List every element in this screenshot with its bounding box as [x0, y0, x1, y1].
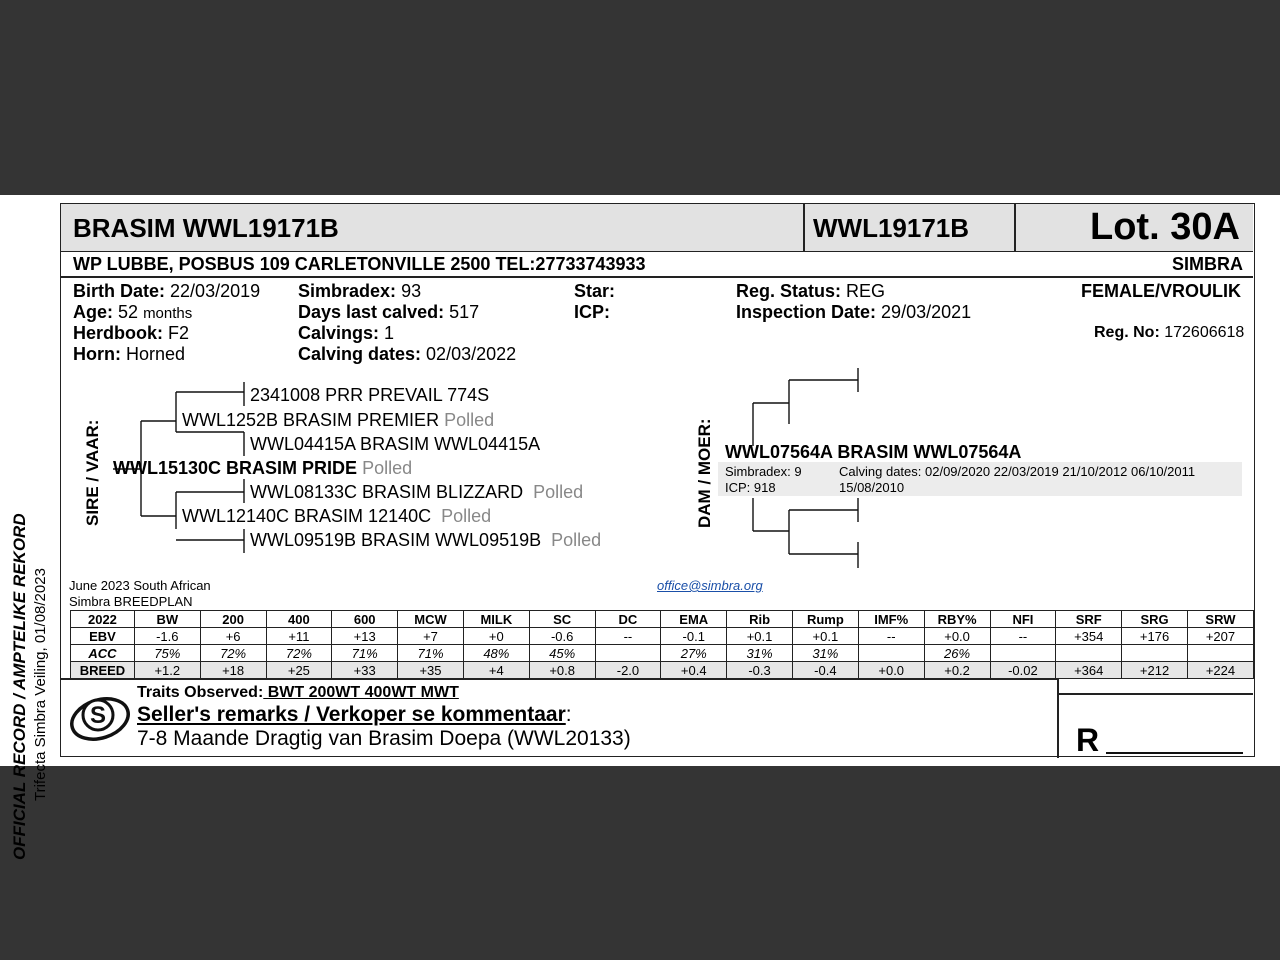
- ebv-header-cell: NFI: [990, 611, 1056, 628]
- sire-dam-dam: WWL09519B BRASIM WWL09519B Polled: [250, 530, 602, 550]
- ebv-breed-cell: +224: [1187, 662, 1253, 679]
- ebv-acc-cell: 48%: [463, 645, 529, 662]
- ebv-ebv-cell: --: [595, 628, 661, 645]
- ebv-breed-cell: +364: [1056, 662, 1122, 679]
- breedplan-title: June 2023 South African: [69, 578, 211, 593]
- ebv-breed-cell: +33: [332, 662, 398, 679]
- ebv-acc-cell: 75%: [134, 645, 200, 662]
- ebv-acc-cell: 31%: [792, 645, 858, 662]
- dam-icp: ICP: 918: [725, 480, 776, 495]
- sire-sire: WWL1252B BRASIM PREMIER Polled: [182, 410, 495, 430]
- ebv-ebv-cell: -0.1: [661, 628, 727, 645]
- ebv-breed-cell: +0.8: [529, 662, 595, 679]
- ebv-breed-cell: +4: [463, 662, 529, 679]
- dam-calving-dates: Calving dates: 02/09/2020 22/03/2019 21/10/2012 06/10/2011: [839, 464, 1196, 479]
- ebv-acc-cell: 71%: [398, 645, 464, 662]
- ebv-ebv-cell: EBV: [71, 628, 135, 645]
- reg-no-row: Reg. No: 172606618: [1094, 324, 1245, 341]
- ebv-acc-cell: 31%: [727, 645, 793, 662]
- ebv-header-cell: SRG: [1122, 611, 1188, 628]
- ebv-header-cell: BW: [134, 611, 200, 628]
- inspection-date-row: Inspection Date: 29/03/2021: [736, 302, 972, 322]
- ebv-ebv-cell: -1.6: [134, 628, 200, 645]
- ebv-header-cell: 600: [332, 611, 398, 628]
- ebv-acc-cell: ACC: [71, 645, 135, 662]
- ebv-acc-cell: 26%: [924, 645, 990, 662]
- ebv-breed-cell: -0.02: [990, 662, 1056, 679]
- icp-label: ICP:: [574, 302, 610, 322]
- ebv-breed-cell: +18: [200, 662, 266, 679]
- ebv-accuracy-row: [71, 645, 1254, 662]
- email-link[interactable]: office@simbra.org: [657, 578, 763, 593]
- simbra-logo: [69, 692, 131, 744]
- ebv-acc-cell: 72%: [200, 645, 266, 662]
- sire-label: SIRE / VAAR:: [83, 419, 102, 526]
- sire-dam: WWL12140C BRASIM 12140C Polled: [182, 506, 492, 526]
- sale-name-date: Trifecta Simbra Veiling, 01/08/2023: [32, 568, 49, 801]
- ebv-breed-cell: +1.2: [134, 662, 200, 679]
- ebv-acc-cell: [858, 645, 924, 662]
- ebv-header-cell: SRW: [1187, 611, 1253, 628]
- animal-name: BRASIM WWL19171B: [73, 213, 339, 243]
- sire-sire-sire: 2341008 PRR PREVAIL 774S: [250, 385, 490, 405]
- ebv-ebv-cell: +0.1: [727, 628, 793, 645]
- dam-name: WWL07564A BRASIM WWL07564A: [725, 442, 1022, 462]
- sire: WWL15130C BRASIM PRIDE Polled: [113, 458, 413, 478]
- ebv-acc-cell: [1122, 645, 1188, 662]
- ebv-header-cell: SC: [529, 611, 595, 628]
- ebv-breed-cell: +212: [1122, 662, 1188, 679]
- ebv-ebv-cell: +7: [398, 628, 464, 645]
- dam-label: DAM / MOER:: [695, 418, 714, 528]
- ebv-breed-cell: +0.4: [661, 662, 727, 679]
- lot-card: [60, 203, 1255, 757]
- ebv-ebv-cell: -0.6: [529, 628, 595, 645]
- ebv-breed-cell: +25: [266, 662, 332, 679]
- ebv-breed-average-row: [71, 662, 1254, 679]
- ebv-ebv-cell: +11: [266, 628, 332, 645]
- ebv-ebv-cell: --: [858, 628, 924, 645]
- ebv-acc-cell: 27%: [661, 645, 727, 662]
- ebv-header-cell: Rump: [792, 611, 858, 628]
- simbradex-row: Simbradex: 93: [298, 281, 422, 301]
- ebv-header-cell: MCW: [398, 611, 464, 628]
- herdbook-row: Herdbook: F2: [73, 323, 190, 343]
- calvings-row: Calvings: 1: [298, 323, 395, 343]
- owner-address: WP LUBBE, POSBUS 109 CARLETONVILLE 2500 TEL:27733743933: [73, 254, 646, 274]
- ebv-acc-cell: [1187, 645, 1253, 662]
- dam-simbradex: Simbradex: 9: [725, 464, 802, 479]
- ebv-header-cell: SRF: [1056, 611, 1122, 628]
- ebv-acc-cell: 72%: [266, 645, 332, 662]
- ebv-header-cell: EMA: [661, 611, 727, 628]
- breed-name: SIMBRA: [1172, 254, 1243, 274]
- seller-remarks: 7-8 Maande Dragtig van Brasim Doepa (WWL20133): [137, 727, 631, 750]
- ebv-breed-cell: +0.0: [858, 662, 924, 679]
- ebv-header-cell: 200: [200, 611, 266, 628]
- ebv-ebv-cell: +0.1: [792, 628, 858, 645]
- horn-row: Horn: Horned: [73, 344, 186, 364]
- sire-sire-dam: WWL04415A BRASIM WWL04415A: [250, 434, 541, 454]
- dam-calving-dates-cont: 15/08/2010: [839, 480, 905, 495]
- ebv-header-cell: Rib: [727, 611, 793, 628]
- ebv-breed-cell: BREED: [71, 662, 135, 679]
- ebv-breed-cell: -0.3: [727, 662, 793, 679]
- svg-text:S: S: [89, 702, 107, 729]
- ebv-header-cell: IMF%: [858, 611, 924, 628]
- ebv-header-cell: DC: [595, 611, 661, 628]
- ebv-acc-cell: [595, 645, 661, 662]
- seller-remarks-heading: Seller's remarks / Verkoper se kommentaar:: [137, 703, 572, 726]
- ebv-ebv-cell: +0: [463, 628, 529, 645]
- ebv-acc-cell: 45%: [529, 645, 595, 662]
- ebv-acc-cell: [1056, 645, 1122, 662]
- ebv-table: [70, 610, 1254, 679]
- ebv-values-row: [71, 628, 1254, 645]
- ebv-header-cell: RBY%: [924, 611, 990, 628]
- ebv-acc-cell: [990, 645, 1056, 662]
- ebv-ebv-cell: +176: [1122, 628, 1188, 645]
- ebv-header-row: [71, 611, 1254, 628]
- ebv-breed-cell: +35: [398, 662, 464, 679]
- ebv-ebv-cell: +354: [1056, 628, 1122, 645]
- ebv-ebv-cell: +13: [332, 628, 398, 645]
- ebv-header-cell: 400: [266, 611, 332, 628]
- ebv-ebv-cell: --: [990, 628, 1056, 645]
- ebv-header-cell: MILK: [463, 611, 529, 628]
- sire-dam-sire: WWL08133C BRASIM BLIZZARD Polled: [250, 482, 584, 502]
- official-record-label: OFFICIAL RECORD / AMPTELIKE REKORD: [10, 513, 29, 860]
- ebv-breed-cell: +0.2: [924, 662, 990, 679]
- ebv-acc-cell: 71%: [332, 645, 398, 662]
- animal-id: WWL19171B: [813, 213, 970, 243]
- ebv-ebv-cell: +6: [200, 628, 266, 645]
- ebv-breed-cell: -2.0: [595, 662, 661, 679]
- ebv-header-cell: 2022: [71, 611, 135, 628]
- birth-date-row: Birth Date: 22/03/2019: [73, 281, 261, 301]
- calving-dates-row: Calving dates: 02/03/2022: [298, 344, 517, 364]
- price-line[interactable]: [1106, 752, 1243, 754]
- ebv-breed-cell: -0.4: [792, 662, 858, 679]
- age-row: Age: 52 months: [73, 302, 193, 322]
- star-label: Star:: [574, 281, 616, 301]
- sex-label: FEMALE/VROULIK: [1081, 281, 1241, 301]
- ebv-ebv-cell: +207: [1187, 628, 1253, 645]
- price-label: R: [1076, 722, 1100, 758]
- days-last-calved-row: Days last calved: 517: [298, 302, 480, 322]
- traits-observed: Traits Observed: BWT 200WT 400WT MWT: [137, 684, 459, 701]
- ebv-ebv-cell: +0.0: [924, 628, 990, 645]
- breedplan-subtitle: Simbra BREEDPLAN: [69, 594, 193, 609]
- reg-status-row: Reg. Status: REG: [736, 281, 886, 301]
- lot-number: Lot. 30A: [1090, 206, 1240, 248]
